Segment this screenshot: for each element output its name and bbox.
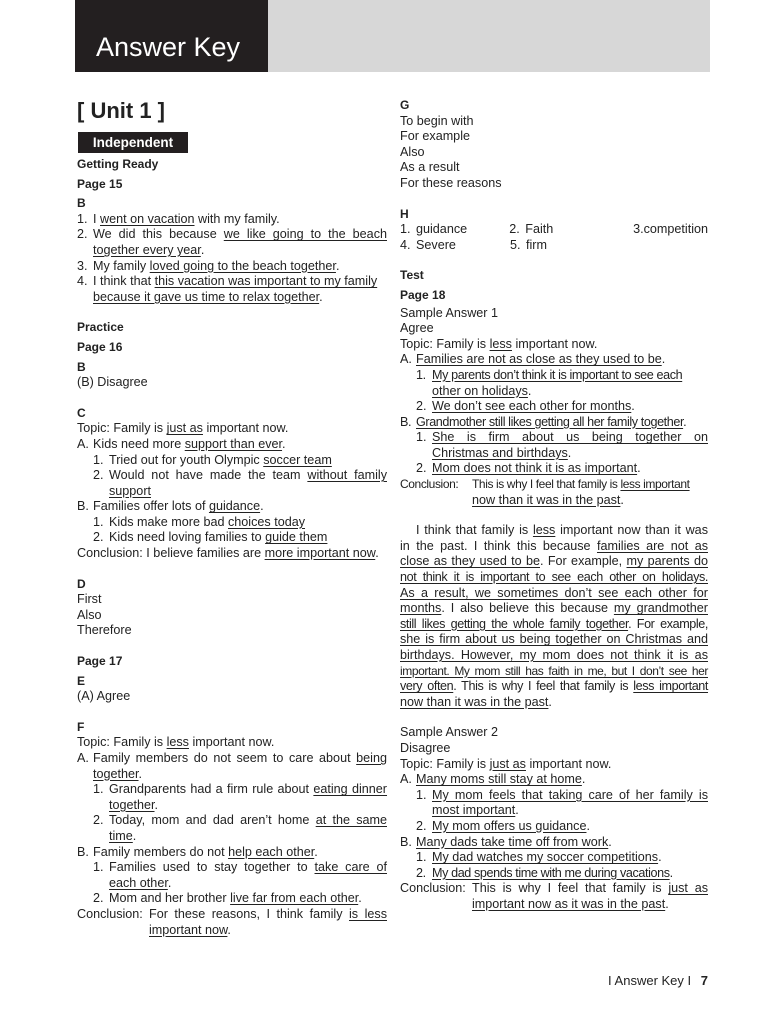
sample-answer-stance: Disagree <box>400 740 451 755</box>
list-item: First <box>77 592 102 607</box>
sample-essay-paragraph: I think that family is less important now than it was in the past. I think this because families are not as close as they used to be. For example, my parents do not think it is important to see each other on holidays. As a result, we sometimes don’t see each other for months. I also believe this because my grandmother still likes getting the whole family together. For example, she is firm about us being together on Christmas and birthdays. However, my mom does not think it is as important. My mom still has faith in me, but I don’t see her very often. This is why I feel that family is less important now than it was in the past. <box>400 523 709 709</box>
exercise-label: B <box>77 196 86 211</box>
outline-detail-continued: other on holidays. <box>432 383 532 398</box>
page-number: 7 <box>700 973 708 988</box>
list-item: 4. I think that this vacation was important to my family <box>77 274 378 289</box>
outline-topic: Topic: Family is just as important now. <box>400 756 612 771</box>
answer-text: (B) Disagree <box>77 375 148 390</box>
exercise-label: F <box>77 719 85 734</box>
outline-detail: 2. Mom and her brother live far from each other. <box>93 891 362 906</box>
list-item: Also <box>400 144 425 159</box>
list-item: For example <box>400 129 470 144</box>
outline-detail-continued: each other. <box>109 875 172 890</box>
outline-point: A. Kids need more support than ever. <box>77 436 286 451</box>
footer-label: I Answer Key I <box>608 973 692 988</box>
outline-conclusion-continued: now than it was in the past. <box>472 492 624 507</box>
list-item-continued: together every year. <box>93 242 205 257</box>
answer-row: 1. guidance 2. Faith 3.competition <box>400 222 709 237</box>
exercise-label: B <box>77 359 86 374</box>
outline-detail: 1. My mom feels that taking care of her family is <box>416 787 708 802</box>
list-item: 3. My family loved going to the beach together. <box>77 258 340 273</box>
list-item: To begin with <box>400 113 474 128</box>
outline-topic: Topic: Family is less important now. <box>400 336 598 351</box>
page-number-label: Page 18 <box>400 287 446 302</box>
sample-answer-title: Sample Answer 1 <box>400 305 499 320</box>
outline-conclusion-continued: important now. <box>149 922 231 937</box>
page-number-label: Page 16 <box>77 339 123 354</box>
exercise-label: E <box>77 673 86 688</box>
exercise-label: C <box>77 405 86 420</box>
outline-detail: 1. She is firm about us being together on <box>416 430 708 445</box>
exercise-label: G <box>400 98 410 112</box>
list-item: 1. I went on vacation with my family. <box>77 211 280 226</box>
outline-detail: 1. Families used to stay together to take care of <box>93 860 387 875</box>
outline-detail-continued: time. <box>109 828 137 843</box>
outline-detail: 2. Would not have made the team without family <box>93 468 387 483</box>
outline-detail: 2. My dad spends time with me during vacations. <box>416 865 673 880</box>
outline-detail-continued: together. <box>109 797 159 812</box>
exercise-label: D <box>77 576 86 591</box>
list-item: 2. We did this because we like going to the beach <box>77 227 387 242</box>
outline-point-continued: together. <box>93 766 143 781</box>
list-item: Therefore <box>77 623 132 638</box>
outline-detail: 1. Tried out for youth Olympic soccer team <box>93 452 332 467</box>
section-heading: Getting Ready <box>77 157 159 171</box>
outline-detail: 1. My dad watches my soccer competitions. <box>416 850 662 865</box>
unit-title: [ Unit 1 ] <box>77 98 165 123</box>
header-band <box>268 0 710 72</box>
outline-point: B. Family members do not help each other. <box>77 844 318 859</box>
answer-row: 4. Severe 5. firm <box>400 237 547 252</box>
outline-conclusion: Conclusion: I believe families are more important now. <box>77 546 379 561</box>
outline-detail: 2. Mom does not think it is as important. <box>416 461 641 476</box>
outline-detail: 2. My mom offers us guidance. <box>416 818 590 833</box>
section-tag: Independent <box>78 132 188 153</box>
page-number-label: Page 17 <box>77 654 123 669</box>
section-heading: Test <box>400 268 424 283</box>
outline-conclusion: Conclusion: This is why I feel that family is less important <box>400 477 690 492</box>
answer-text: (A) Agree <box>77 689 131 704</box>
sample-answer-stance: Agree <box>400 321 434 336</box>
outline-detail: 1. My parents don’t think it is important to see each <box>416 367 683 382</box>
outline-detail: 2. We don’t see each other for months. <box>416 399 635 414</box>
outline-conclusion: Conclusion: This is why I feel that family is just as <box>400 881 708 896</box>
outline-topic: Topic: Family is less important now. <box>77 735 275 750</box>
outline-point: A. Families are not as close as they used to be. <box>400 352 666 367</box>
outline-detail: 2. Today, mom and dad aren’t home at the same <box>93 813 387 828</box>
page-footer <box>608 973 708 989</box>
outline-point: B. Many dads take time off from work. <box>400 834 612 849</box>
exercise-label: H <box>400 206 409 221</box>
list-item: As a result <box>400 160 460 175</box>
right-column <box>400 98 708 913</box>
outline-point: A. Many moms still stay at home. <box>400 772 586 787</box>
outline-topic: Topic: Family is just as important now. <box>77 421 289 436</box>
outline-conclusion-continued: important now as it was in the past. <box>472 896 669 911</box>
outline-detail: 1. Kids make more bad choices today <box>93 514 306 529</box>
outline-detail: 1. Grandparents had a firm rule about eating dinner <box>93 782 388 797</box>
left-column-top <box>77 157 387 938</box>
outline-point: A. Family members do not seem to care about being <box>77 751 387 765</box>
list-item: Also <box>77 607 102 622</box>
list-item-continued: because it gave us time to relax together. <box>93 289 323 304</box>
outline-detail-continued: support <box>109 483 152 498</box>
list-item: For these reasons <box>400 175 502 190</box>
sample-answer-title: Sample Answer 2 <box>400 725 499 740</box>
outline-conclusion: Conclusion: For these reasons, I think family is less <box>77 906 387 921</box>
page-number-label: Page 15 <box>77 176 123 191</box>
outline-detail: 2. Kids need loving families to guide them <box>93 530 328 545</box>
outline-detail-continued: most important. <box>432 803 519 818</box>
outline-detail-continued: Christmas and birthdays. <box>432 445 572 460</box>
outline-point: B. Families offer lots of guidance. <box>77 499 264 514</box>
section-heading: Practice <box>77 320 124 335</box>
page-title: Answer Key <box>96 32 241 62</box>
outline-point: B. Grandmother still likes getting all her family together. <box>400 414 687 429</box>
